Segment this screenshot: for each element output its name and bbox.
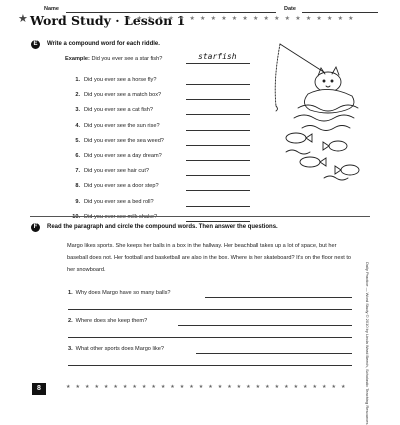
answer-line[interactable] xyxy=(205,297,352,298)
example-label: Example: xyxy=(65,56,90,62)
fishing-rod xyxy=(280,44,330,76)
section-f-instruction: Read the paragraph and circle the compound words. Then answer the questions. xyxy=(47,224,278,230)
section-divider xyxy=(30,216,370,217)
boat xyxy=(304,89,354,113)
page-number: 8 xyxy=(32,383,46,395)
question-text: Why does Margo have so many balls? xyxy=(75,290,171,296)
riddle-item xyxy=(68,183,159,191)
page-title: Word Study · Lesson 1 xyxy=(30,13,186,28)
riddle-answer-line[interactable] xyxy=(186,130,250,131)
riddle-item xyxy=(68,107,153,115)
riddle-answer-line[interactable] xyxy=(186,221,250,222)
example-answer-line xyxy=(186,63,250,64)
reading-paragraph: Margo likes sports. She keeps her balls in a box in the hallway. Her beachball takes up a lot of space, but her baseball does not. Her football and basketball are also in the box. Where is her skateboard? It's on the floor next to her snowboard. xyxy=(67,243,352,273)
riddle-item xyxy=(68,199,154,207)
riddle-number: 1. xyxy=(75,77,80,83)
riddle-item xyxy=(68,153,162,161)
fish-1 xyxy=(286,133,306,143)
riddle-item xyxy=(68,138,164,146)
question-number: 1. xyxy=(68,290,73,296)
riddle-answer-line[interactable] xyxy=(186,175,250,176)
side-credit xyxy=(362,262,370,425)
riddle-number: 5. xyxy=(75,137,80,144)
riddle-number: 6. xyxy=(75,153,80,159)
riddle-number: 8. xyxy=(75,183,80,190)
date-line[interactable] xyxy=(302,12,378,13)
riddle-item xyxy=(68,77,156,85)
question-text: What other sports does Margo like? xyxy=(75,346,164,352)
riddle-text: Did you ever see the sun rise? xyxy=(84,122,160,129)
footer-stars: ★★★★★★★★★★★★★★★★★★★★★★★★★★★★★★ xyxy=(66,384,351,390)
riddle-number: 4. xyxy=(75,122,80,129)
riddle-item xyxy=(68,92,161,100)
riddle-answer-line[interactable] xyxy=(186,114,250,115)
fishing-cat-illustration xyxy=(258,36,376,186)
riddle-text: Did you ever see a cat fish? xyxy=(84,107,154,114)
riddle-answer-line[interactable] xyxy=(186,99,250,100)
answer-line[interactable] xyxy=(68,309,352,310)
riddle-text: Did you ever see a match box? xyxy=(84,92,162,99)
section-e-instruction: Write a compound word for each riddle. xyxy=(47,41,160,47)
riddle-text: Did you ever see the sea weed? xyxy=(84,137,164,144)
star-icon: ★ xyxy=(18,13,28,25)
question-item xyxy=(68,318,147,324)
fish-3 xyxy=(300,157,320,167)
fish-4 xyxy=(341,165,359,175)
riddle-answer-line[interactable] xyxy=(186,84,250,85)
riddle-answer-line[interactable] xyxy=(186,206,250,207)
answer-line[interactable] xyxy=(178,325,352,326)
riddle-number: 3. xyxy=(75,107,80,114)
section-e-badge: E xyxy=(31,40,40,49)
riddle-text: Did you ever see a door step? xyxy=(84,183,159,190)
question-number: 2. xyxy=(68,318,73,324)
riddle-text: Did you ever see hair cut? xyxy=(84,168,149,175)
question-item xyxy=(68,346,164,352)
riddle-item xyxy=(68,123,160,131)
riddle-text: Did you ever see milk shake? xyxy=(84,213,158,220)
question-number: 3. xyxy=(68,346,73,352)
riddle-item xyxy=(68,214,157,222)
question-item xyxy=(68,290,171,296)
answer-line[interactable] xyxy=(68,337,352,338)
question-text: Where does she keep them? xyxy=(75,318,148,324)
answer-line[interactable] xyxy=(68,365,352,366)
name-label: Name xyxy=(44,6,59,12)
riddle-number: 2. xyxy=(75,92,80,99)
riddle-answer-line[interactable] xyxy=(186,160,250,161)
riddle-answer-line[interactable] xyxy=(186,190,250,191)
riddle-text: Did you ever see a bed roll? xyxy=(84,198,154,205)
example-answer: starfish xyxy=(198,52,237,61)
riddle-item xyxy=(68,168,149,176)
riddle-answer-line[interactable] xyxy=(186,145,250,146)
side-credit-text: Daily Practice — Word Study © 2010 by Linda Ward Beech, Scholastic Teaching Resources xyxy=(365,262,370,425)
fishing-line xyxy=(275,44,280,106)
riddle-number: 9. xyxy=(75,198,80,205)
riddle-number: 10. xyxy=(72,213,80,220)
date-label: Date xyxy=(284,6,296,12)
example-row xyxy=(65,56,162,62)
cat-head xyxy=(315,72,341,92)
riddle-number: 7. xyxy=(75,168,80,175)
riddle-text: Did you ever see a horse fly? xyxy=(84,77,157,83)
riddle-text: Did you ever see a day dream? xyxy=(84,153,162,159)
answer-line[interactable] xyxy=(196,353,352,354)
decorative-stars: ★★★★★★★★★★★★★★★★★★★★★★ xyxy=(126,16,359,22)
section-f-badge: F xyxy=(31,223,40,232)
example-question: Did you ever see a star fish? xyxy=(91,56,163,62)
fish-2 xyxy=(329,141,347,151)
